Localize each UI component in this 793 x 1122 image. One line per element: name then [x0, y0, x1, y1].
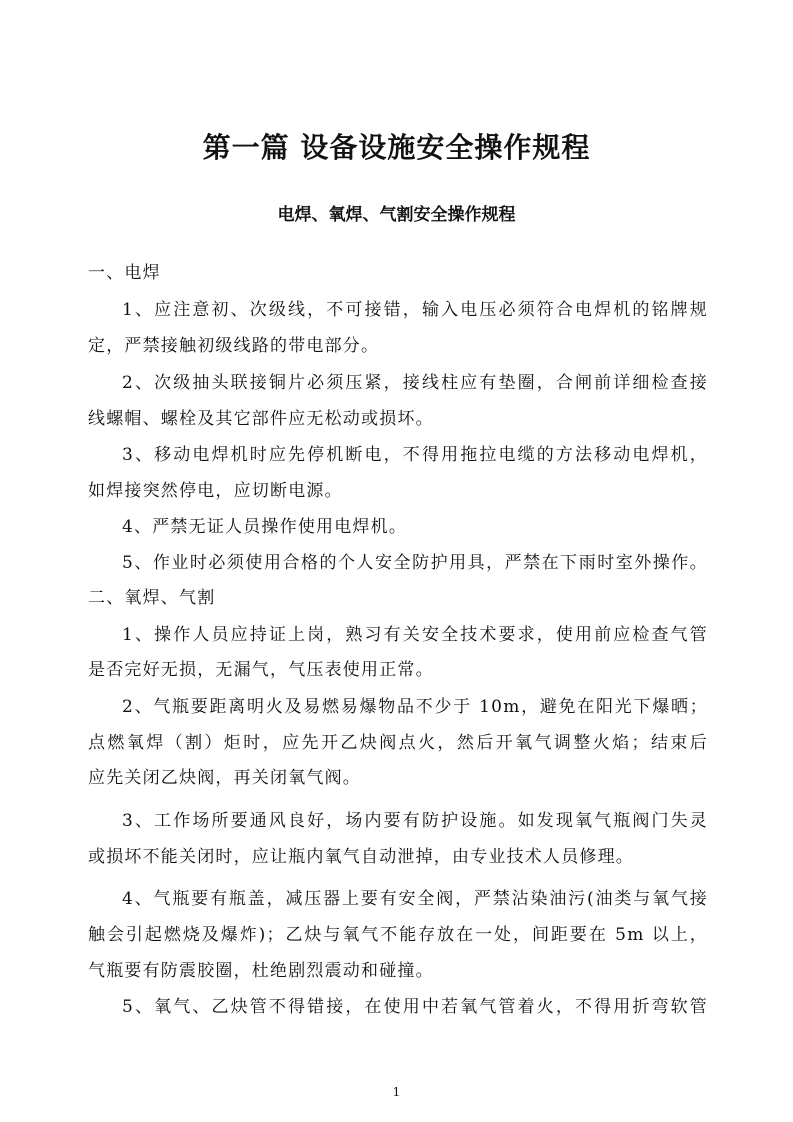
text-line: 4、气瓶要有瓶盖，减压器上要有安全阀，严禁沾染油污(油类与氧气接 — [122, 889, 708, 909]
text-line: 3、工作场所要通风良好，场内要有防护设施。如发现氧气瓶阀门失灵 — [122, 811, 708, 831]
text-line: 5、氧气、乙炔管不得错接，在使用中若氧气管着火，不得用折弯软管 — [122, 997, 708, 1017]
text-line: 是否完好无损，无漏气，气压表使用正常。 — [88, 660, 434, 680]
document-title: 第一篇 设备设施安全操作规程 — [202, 131, 591, 164]
text-line: 定，严禁接触初级线路的带电部分。 — [88, 336, 380, 356]
text-line: 或损坏不能关闭时，应让瓶内氧气自动泄掉，由专业技术人员修理。 — [88, 847, 634, 867]
text-line: 线螺帽、螺栓及其它部件应无松动或损坏。 — [88, 409, 434, 429]
text-line: 点燃氧焊（割）炬时，应先开乙炔阀点火，然后开氧气调整火焰；结束后 — [88, 733, 708, 753]
page-number: 1 — [392, 1085, 401, 1099]
text-line: 4、严禁无证人员操作使用电焊机。 — [122, 517, 408, 537]
text-line: 1、应注意初、次级线，不可接错，输入电压必须符合电焊机的铭牌规 — [122, 300, 708, 320]
text-line: 2、气瓶要距离明火及易燃易爆物品不少于 10m，避免在阳光下爆晒； — [122, 697, 708, 717]
text-line: 气瓶要有防震胶圈，杜绝剧烈震动和碰撞。 — [88, 961, 434, 981]
text-line: 1、操作人员应持证上岗，熟习有关安全技术要求，使用前应检查气管 — [122, 625, 708, 645]
text-line: 二、氧焊、气割 — [88, 588, 216, 608]
text-line: 触会引起燃烧及爆炸)；乙炔与氧气不能存放在一处，间距要在 5m 以上， — [88, 925, 708, 945]
text-line: 应先关闭乙炔阀，再关闭氧气阀。 — [88, 768, 361, 788]
text-line: 5、作业时必须使用合格的个人安全防护用具，严禁在下雨时室外操作。 — [122, 553, 708, 573]
text-line: 如焊接突然停电，应切断电源。 — [88, 481, 343, 501]
text-line: 一、电焊 — [88, 263, 161, 283]
section-title: 电焊、氧焊、气割安全操作规程 — [277, 205, 516, 225]
text-line: 2、次级抽头联接铜片必须压紧，接线柱应有垫圈，合闸前详细检查接 — [122, 373, 708, 393]
text-line: 3、移动电焊机时应先停机断电，不得用拖拉电缆的方法移动电焊机， — [122, 445, 708, 465]
